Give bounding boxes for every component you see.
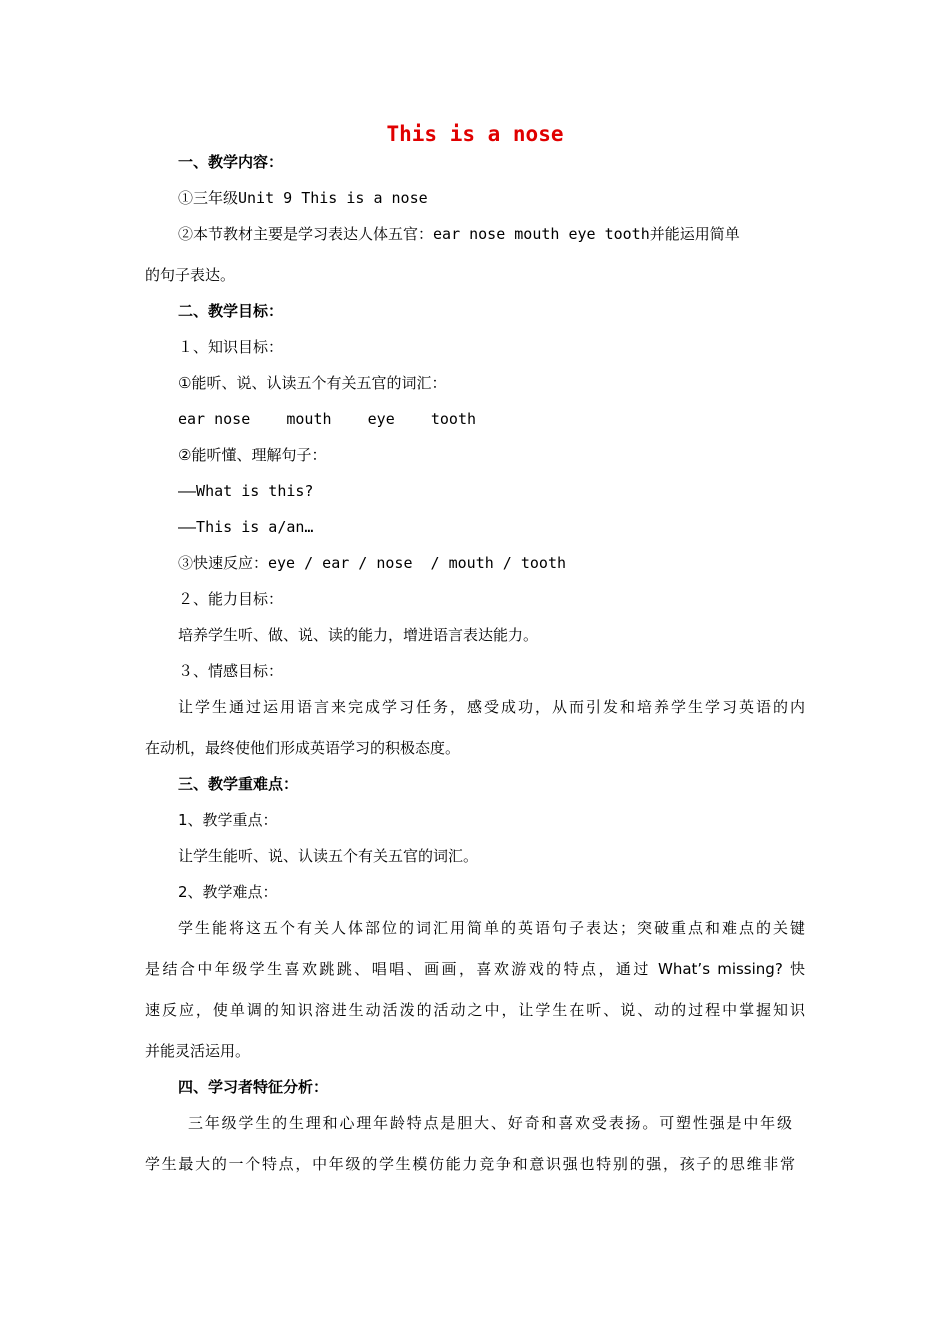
content-item-1: ①三年级Unit 9 This is a nose <box>178 189 428 207</box>
knowledge-item-3: ③快速反应：eye / ear / nose / mouth / tooth <box>178 554 567 572</box>
key-text: 让学生能听、说、认读五个有关五官的词汇。 <box>178 847 479 865</box>
emotion-text-line-1: 让学生通过运用语言来完成学习任务，感受成功，从而引发和培养学生学习英语的内 <box>178 698 805 716</box>
emotion-text-line-2: 在动机，最终使他们形成英语学习的积极态度。 <box>145 739 461 757</box>
content-item-2-cont: 的句子表达。 <box>145 266 236 284</box>
knowledge-question: ——What is this? <box>178 482 314 500</box>
subheading-knowledge: １、知识目标： <box>178 338 284 356</box>
knowledge-answer: ——This is a/an… <box>178 518 314 536</box>
subheading-difficulty: 2、教学难点： <box>178 883 278 901</box>
difficulty-line-1: 学生能将这五个有关人体部位的词汇用简单的英语句子表达；突破重点和难点的关键 <box>178 919 805 937</box>
subheading-key: 1、教学重点： <box>178 811 278 829</box>
section-heading-content: 一、教学内容： <box>178 153 284 171</box>
section-heading-learner: 四、学习者特征分析： <box>178 1078 329 1096</box>
section-heading-key-points: 三、教学重难点： <box>178 775 299 793</box>
section-heading-objectives: 二、教学目标： <box>178 302 284 320</box>
knowledge-item-2: ②能听懂、理解句子： <box>178 446 327 464</box>
knowledge-item-1: ①能听、说、认读五个有关五官的词汇： <box>178 374 447 392</box>
content-item-2: ②本节教材主要是学习表达人体五官：ear nose mouth eye tooth并能运用简单 <box>178 225 740 243</box>
difficulty-line-3: 速反应，使单调的知识溶进生动活泼的活动之中，让学生在听、说、动的过程中掌握知识 <box>145 1001 805 1019</box>
difficulty-line-2: 是结合中年级学生喜欢跳跳、唱唱、画画，喜欢游戏的特点，通过 What’s missing? 快 <box>145 960 805 978</box>
difficulty-line-4: 并能灵活运用。 <box>145 1042 251 1060</box>
ability-text: 培养学生听、做、说、读的能力，增进语言表达能力。 <box>178 626 539 644</box>
subheading-ability: ２、能力目标： <box>178 590 284 608</box>
learner-line-2: 学生最大的一个特点，中年级的学生模仿能力竞争和意识强也特别的强，孩子的思维非常 <box>145 1155 795 1173</box>
subheading-emotion: ３、情感目标： <box>178 662 284 680</box>
knowledge-words: ear nose mouth eye tooth <box>178 410 477 428</box>
document-title: This is a nose <box>386 122 564 146</box>
learner-line-1: 三年级学生的生理和心理年龄特点是胆大、好奇和喜欢受表扬。可塑性强是中年级 <box>188 1114 792 1132</box>
